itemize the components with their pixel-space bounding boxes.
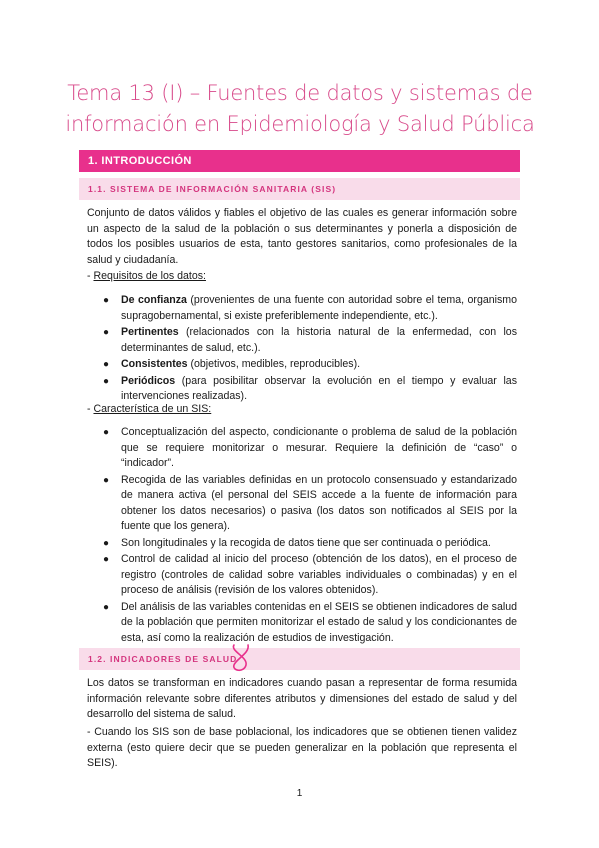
requirement-text: (objetivos, medibles, reproducibles).	[187, 358, 361, 370]
characteristics-list	[87, 425, 517, 647]
list-item	[87, 473, 517, 535]
handwritten-loop-mark	[228, 643, 252, 673]
list-item	[87, 357, 517, 373]
requirement-text: (relacionados con la historia natural de la enfermedad, con los determinantes de salud, etc.).	[121, 326, 517, 354]
requirement-text: (para posibilitar observar la evolución en el tiempo y evaluar las intervenciones realizadas).	[121, 374, 517, 402]
requirement-term: Periódicos	[121, 374, 176, 387]
list-item	[87, 293, 517, 324]
requirements-label	[87, 269, 206, 285]
subsection-heading-indicadores: 1.2. INDICADORES DE SALUD	[79, 648, 520, 670]
list-item	[87, 600, 517, 647]
indicadores-paragraph: Los datos se transforman en indicadores cuando pasan a representar de forma resumida información relevante sobre diferentes atributos y dimensiones del estado de salud y del desarrollo del sistema de salud.	[87, 677, 517, 720]
bullet-dot-icon: ●	[103, 375, 110, 387]
bullet-dot-icon: ●	[103, 474, 110, 486]
title-line-1: Tema 13 (I) – Fuentes de datos y sistemas de	[67, 81, 533, 105]
bullet-dot-icon: ●	[103, 295, 110, 306]
requirement-term: Consistentes	[121, 358, 188, 370]
characteristics-label	[87, 402, 211, 418]
subsection-heading-sis: 1.1. SISTEMA DE INFORMACIÓN SANITARIA (SIS)	[79, 178, 520, 200]
bullet-dot-icon: ●	[103, 359, 110, 370]
requirement-text: (provenientes de una fuente con autoridad sobre el tema, organismo supragobernamental, si existe preferiblemente independiente, etc.).	[121, 294, 517, 322]
characteristic-text: Control de calidad al inicio del proceso (obtención de los datos), en el proceso de registro (controles de calidad sobre variables individuales o combinadas) y en el proceso de análisis (revisión de los valores obtenidos).	[121, 553, 517, 596]
bullet-dot-icon: ●	[103, 554, 110, 565]
characteristic-text: Conceptualización del aspecto, condicionante o problema de salud de la población que se requiere monitorizar o mesurar. Requiere la definición de “caso” o “indicador”.	[121, 426, 517, 469]
characteristic-text: Del análisis de las variables contenidas en el SEIS se obtienen indicadores de salud de la población que permiten monitorizar el estado de salud y los condicionantes de esta, así como la realización de estudios de investigación.	[121, 600, 517, 644]
base-poblacional-paragraph: - Cuando los SIS son de base poblacional, los indicadores que se obtienen tienen validez externa (esto quiere decir que se pueden generalizar en la población que representa el SEIS).	[87, 726, 517, 769]
bullet-dot-icon: ●	[103, 601, 110, 613]
list-item	[87, 374, 517, 405]
list-item	[87, 325, 517, 356]
sis-definition-paragraph: Conjunto de datos válidos y fiables el objetivo de las cuales es generar información sobre un aspecto de la salud de la población o sus determinantes y ponerla a disposición de todos los posibles usuarios de esta, tanto gestores sanitarios, como profesionales de la salud y ciudadanía.	[87, 207, 517, 266]
bullet-dot-icon: ●	[103, 427, 110, 438]
section-heading-introduccion: 1. INTRODUCCIÓN	[79, 150, 520, 172]
list-item	[87, 425, 517, 472]
page-number: 1	[296, 788, 303, 799]
characteristic-text: Son longitudinales y la recogida de datos tiene que ser continuada o periódica.	[121, 536, 491, 549]
requirements-list	[87, 293, 517, 406]
list-item	[87, 536, 517, 552]
characteristics-label-text: Característica de un SIS:	[93, 403, 212, 415]
requirement-term: De confianza	[121, 294, 187, 306]
requirements-dash: -	[87, 270, 94, 282]
title-line-2: información en Epidemiología y Salud Pública	[65, 112, 535, 136]
characteristic-text: Recogida de las variables definidas en un protocolo consensuado y estandarizado de manera activa (el personal del SEIS accede a la fuente de información para obtener los datos necesarios) o pasiva (los datos son notificados al SEIS por la fuente que los genera).	[121, 473, 517, 532]
requirement-term: Pertinentes	[121, 326, 179, 338]
bullet-dot-icon: ●	[103, 327, 110, 338]
requirements-label-text: Requisitos de los datos:	[93, 270, 206, 282]
bullet-dot-icon: ●	[103, 537, 110, 549]
document-title	[60, 78, 540, 140]
list-item	[87, 552, 517, 599]
characteristics-dash: -	[87, 403, 94, 415]
